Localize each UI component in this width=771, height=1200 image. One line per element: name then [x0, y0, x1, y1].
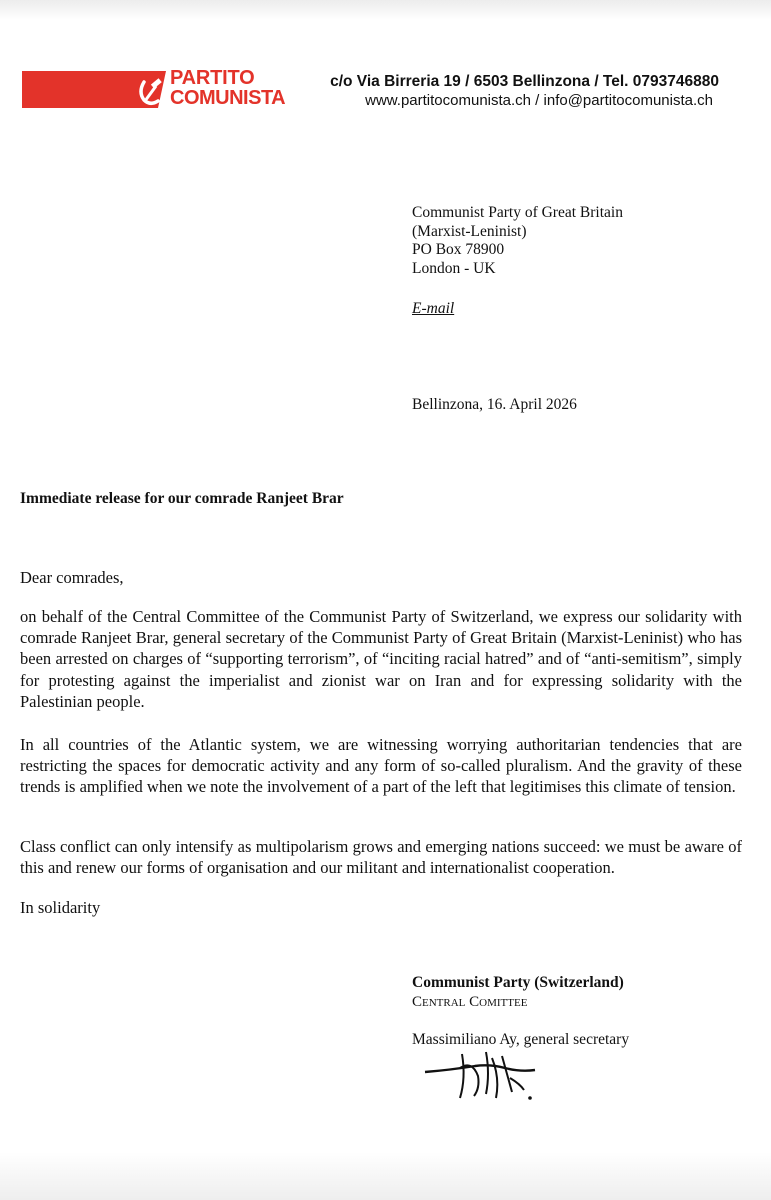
logo-line-1: PARTITO: [170, 67, 255, 89]
signature-signer: Massimiliano Ay, general secretary: [412, 1031, 630, 1048]
logo-red-bar: [22, 71, 146, 108]
closing: In solidarity: [20, 898, 101, 917]
recipient-line: (Marxist-Leninist): [412, 222, 527, 240]
recipient-line: Communist Party of Great Britain: [412, 204, 623, 221]
letterhead-contact: [330, 72, 719, 110]
date-line: Bellinzona, 16. April 2026: [412, 396, 577, 413]
greeting: Dear comrades,: [20, 568, 124, 587]
signature-organization: Communist Party (Switzerland): [412, 974, 624, 991]
recipient-address: [412, 204, 623, 278]
address-line: c/o Via Birreria 19 / 6503 Bellinzona / Tel. 0793746880: [330, 73, 719, 90]
recipient-line: PO Box 78900: [412, 241, 505, 258]
party-logo: [22, 68, 290, 110]
subject-line: Immediate release for our comrade Ranjeet Brar: [20, 490, 344, 507]
signature-committee: Central Comittee: [412, 994, 528, 1010]
body-paragraph: Class conflict can only intensify as multipolarism grows and emerging nations succeed: we must be aware of this and renew our forms of organisation and our militant and internationalist cooperation.: [20, 837, 742, 878]
handwritten-signature: [420, 1048, 550, 1104]
web-email-line: www.partitocomunista.ch / info@partitocomunista.ch: [365, 92, 713, 109]
logo-wordmark: [170, 68, 285, 108]
delivery-method: E-mail: [412, 300, 455, 317]
bottom-shadow: [0, 1152, 771, 1200]
logo-line-2: COMUNISTA: [170, 87, 286, 109]
body-paragraph: In all countries of the Atlantic system, we are witnessing worrying authoritarian tendencies that are restricting the spaces for democratic activity and any form of so-called pluralism. And the gravity of these trends is amplified when we note the involvement of a part of the left that legitimises this climate of tension.: [20, 735, 742, 797]
hammer-sickle-icon: [136, 68, 172, 110]
recipient-line: London - UK: [412, 259, 496, 277]
body-paragraph: on behalf of the Central Committee of the Communist Party of Switzerland, we express our solidarity with comrade Ranjeet Brar, general secretary of the Communist Party of Great Britain (Marxist-Leninist) who has been arrested on charges of “supporting terrorism”, of “inciting racial hatred” and of “anti-semitism”, simply for protesting against the imperialist and zionist war on Iran and for expressing solidarity with the Palestinian people.: [20, 607, 742, 711]
top-shadow: [0, 0, 771, 20]
